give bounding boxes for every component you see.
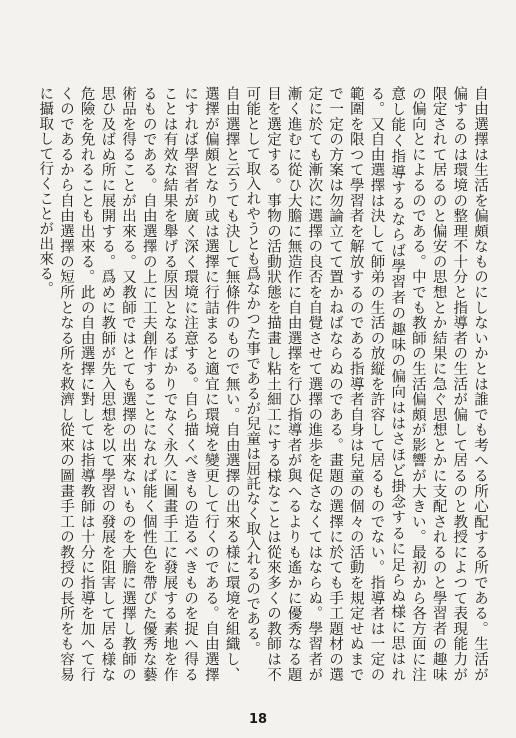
paragraph-1 — [242, 86, 490, 682]
paragraph-2 — [35, 86, 242, 682]
paragraph-1-text: 自由選擇は生活を偏頗なものにしないかとは誰でも考へる所心配する所である。生活が偏するのは環境の整理不十分と指導者の生活が偏して居るのと教授によつて表現能力が限定されて居るのと偏安の思想とか結果に急ぐ思想とかに支配されるのと學習者の趣味の偏向とによるのである。中でも教師の生活偏頗が影響が大きい。最初から各方面に注意し能く指導するならば學習者の趣味の偏向ははさほど掛念するに足らぬ様に思はれる。又自由選擇は決して師弟の生活の放縦を許容して居るものでない。指導者は一定の範圍を限つて學習者を解放するのである指導者自身は兒童の個々の活動を規定せぬまでで一定の方案は勿論立てて置かねばならぬのである。畫題の選擇に於ても手工題材の選定に於ても漸次に選擇の良否を自覺させて選擇の進歩を促さなくてはならぬ。學習者が漸く進むに從ひ大膽に無造作に自由選擇を行ひ指導者が與へるよりも遙かに優秀なる題目を選定する。事物の活動狀態を描畫し粘土細工にする様なことは從來多くの教師は不可能として取入れやうとも爲なかつた事であるが兒童は屈託なく取入れるのである。 — [244, 86, 488, 682]
page-number: 18 — [248, 712, 268, 727]
paragraph-2-text: 自由選擇と云うても決して無條件のもので無い。自由選擇の出來る様に環境を組織し、選擇が偏頗となり或は選擇に行詰まると適宜に環境を變更して行くのである。自由選擇にすれば學習者が廣く深く環境に注意する。自ら描くべきもの造るべきものを捉へ得ることは有效な結果を舉げる原因となるばかりでなく永久に圖畫手工に發展する素地を作るものである。自由選擇の上に工夫創作することになれば能く個性色を帶びた優秀な藝術品を得ることが出來る。又教師ではとても選擇の出來ないものを大膽に選擇し教師の思ひ及ばぬ所に展開する。爲めに教師が先入思想を以て學習の發展を阻害して居る様な危險を免れることも出來る。此の自由選擇に對しては指導教師は十分に指導を加へて行くのであるから自由選擇の短所となる所を救濟し從來の圖畫手工の教授の長所をも容易に攝取して行くことが出來る。 — [37, 86, 240, 682]
vertical-text-column-block — [20, 86, 490, 682]
